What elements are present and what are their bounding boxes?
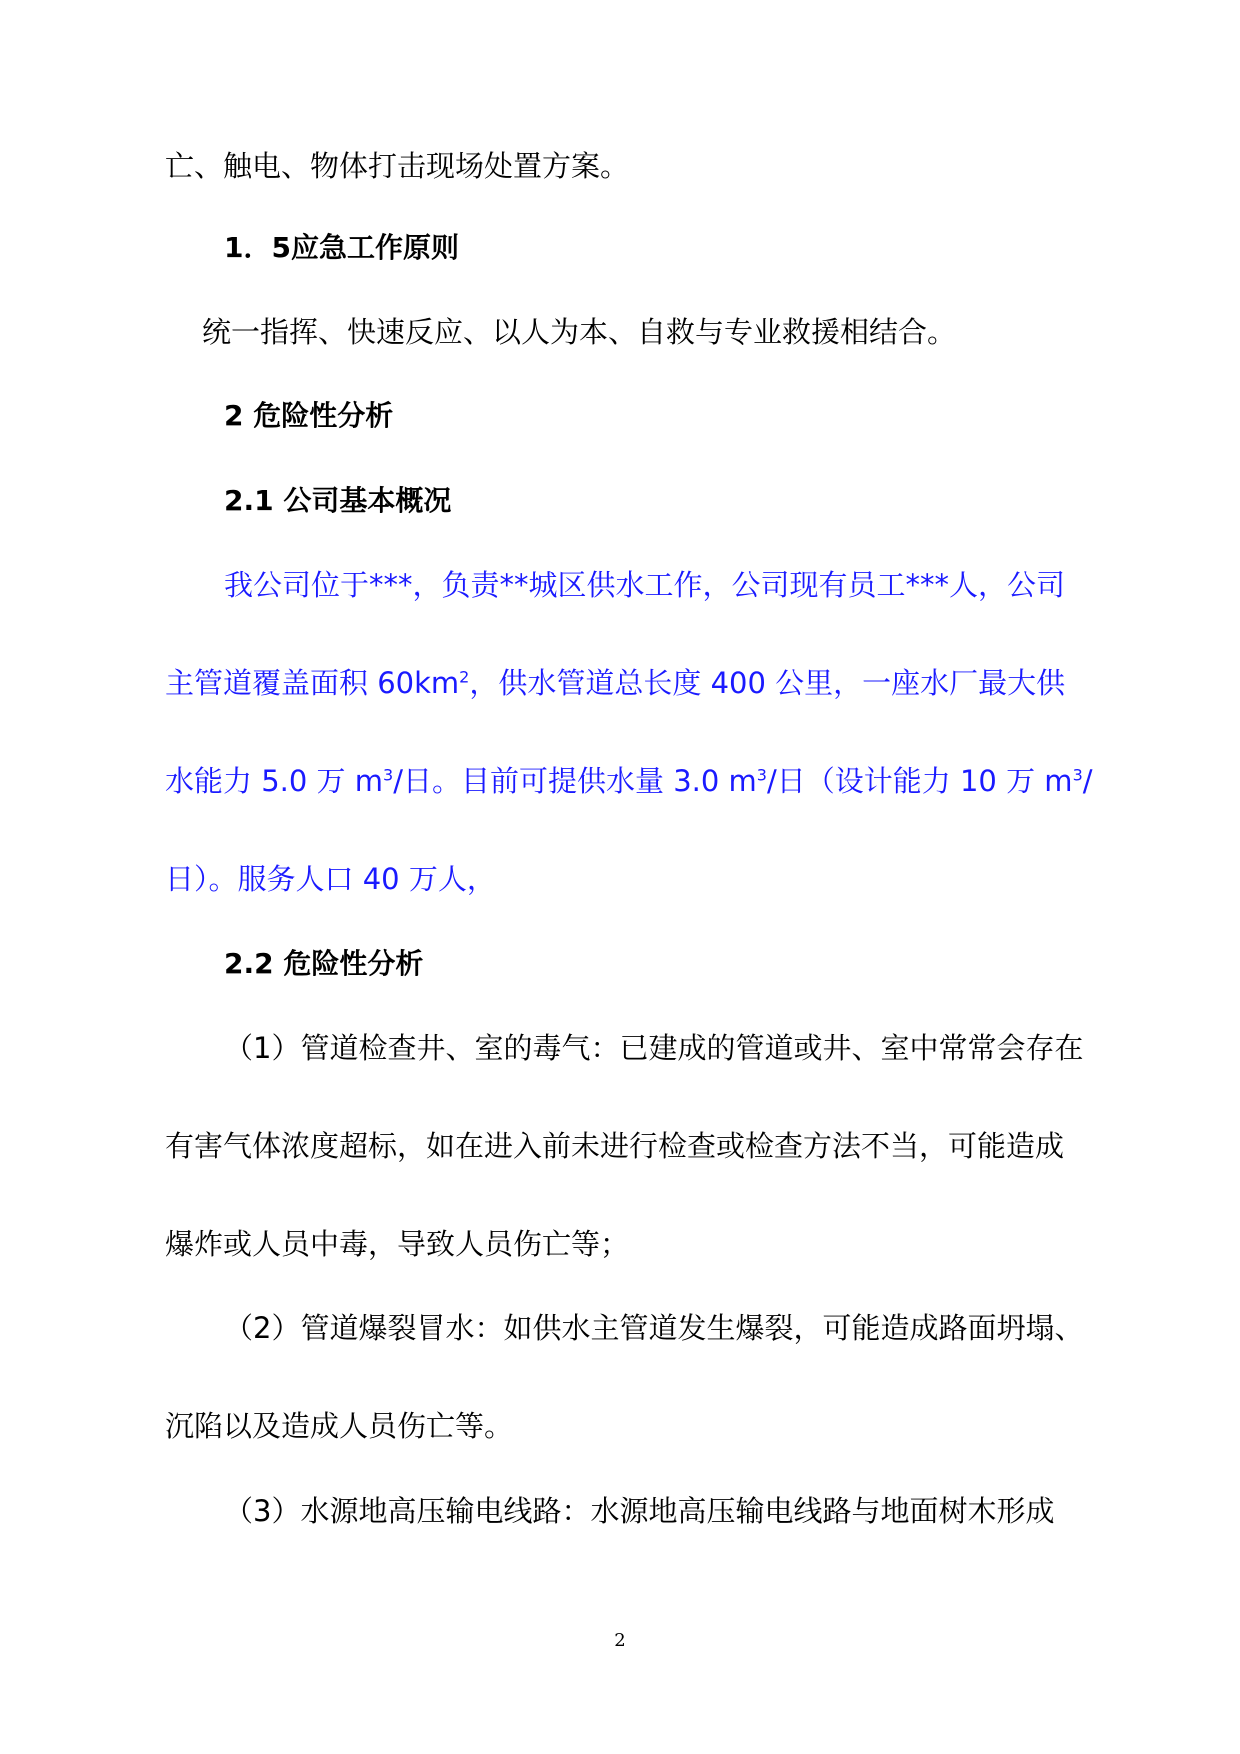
section-heading-2-2: 2.2 危险性分析 bbox=[224, 947, 424, 980]
body-line: 沉陷以及造成人员伤亡等。 bbox=[165, 1409, 514, 1443]
company-overview-line: 日）。服务人口 40 万人， bbox=[165, 862, 496, 896]
body-line: 亡、触电、物体打击现场处置方案。 bbox=[165, 149, 630, 183]
body-line: 统一指挥、快速反应、以人为本、自救与专业救援相结合。 bbox=[202, 315, 957, 349]
body-line: （3）水源地高压输电线路：水源地高压输电线路与地面树木形成 bbox=[224, 1494, 1055, 1528]
section-heading-2: 2 危险性分析 bbox=[224, 399, 394, 432]
company-overview-line: 主管道覆盖面积 $60km^2$，供水管道总长度 400 公里，一座水厂最大供 bbox=[165, 666, 1066, 700]
page-number: 2 bbox=[614, 1630, 626, 1651]
section-heading-1-5: 1．5应急工作原则 bbox=[224, 231, 459, 264]
body-line: （1）管道检查井、室的毒气：已建成的管道或井、室中常常会存在 bbox=[224, 1031, 1084, 1065]
company-overview-line: 水能力 5.0 万 $m^3/$日。目前可提供水量 3.0 $m^3/$日（设计能力 10 万 $m^3/$ bbox=[165, 764, 1093, 798]
body-line: （2）管道爆裂冒水：如供水主管道发生爆裂，可能造成路面坍塌、 bbox=[224, 1311, 1084, 1345]
company-overview-line: 我公司位于***，负责**城区供水工作，公司现有员工***人，公司 bbox=[224, 568, 1066, 602]
body-line: 有害气体浓度超标，如在进入前未进行检查或检查方法不当，可能造成 bbox=[165, 1129, 1065, 1163]
body-line: 爆炸或人员中毒，导致人员伤亡等； bbox=[165, 1227, 630, 1261]
section-heading-2-1: 2.1 公司基本概况 bbox=[224, 484, 452, 517]
